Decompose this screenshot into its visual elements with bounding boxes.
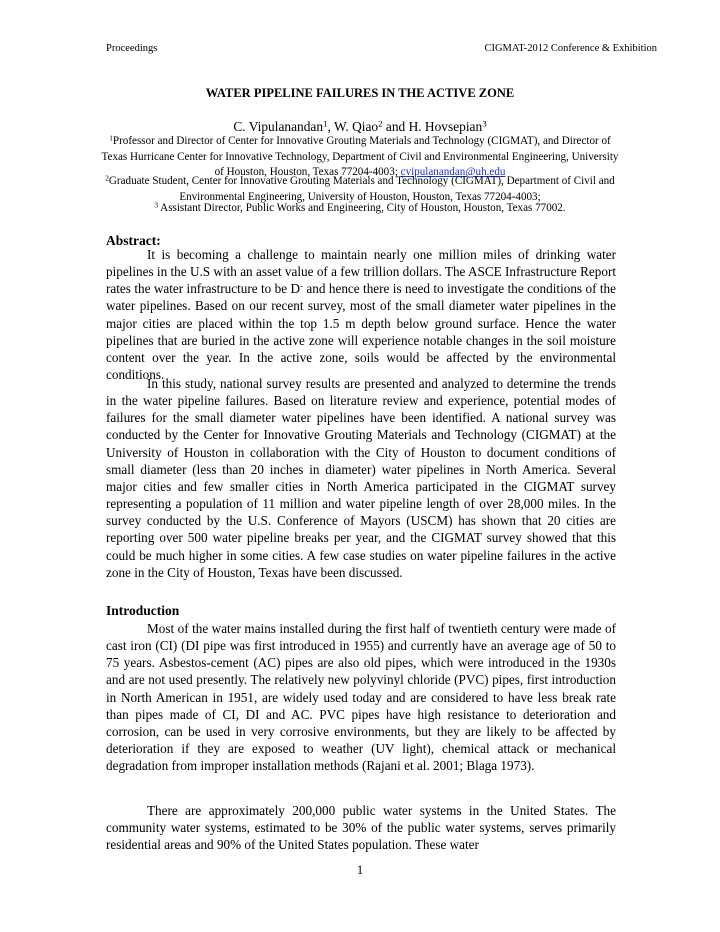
abstract-paragraph-2: In this study, national survey results are presented and analyzed to determine the trends in the water pipeline failures. Based on literature review and experience, potential modes of failures for the small diameter water pipelines have been identified. A national survey was conducted by the Center for Innovative Grouting Materials and Technology (CIGMAT) at the University of Houston in collaboration with the City of Houston to document conditions of small diameter (less than 20 inches in diameter) water pipelines in North America. Several major cities and few smaller cities in North America participated in the CIGMAT survey representing a population of 11 million and water pipeline length of over 28,000 miles. In the survey conducted by the U.S. Conference of Mayors (USCM) has shown that 20 cities are reporting over 500 water pipeline breaks per year, and the CIGMAT survey showed that this could be much higher in some cities. A few case studies on water pipeline failures in the active zone in the City of Houston, Texas have been discussed.: [106, 376, 616, 580]
author-3: H. Hovsepian: [408, 119, 483, 134]
author-2: W. Qiao: [333, 119, 379, 134]
affiliation-1-text: Professor and Director of Center for Innovative Grouting Materials and Technology (CIGMAT), and Director of Texas Hurricane Center for Innovative Technology, Department of Civil and Environmental Engineering, University of Houston, Houston, Texas 77204-4003;: [101, 135, 619, 179]
author-1: C. Vipulanandan: [233, 119, 324, 134]
abstract-p1-text-cont: and hence there is need to investigate the conditions of the water pipelines. Based on our recent survey, most of the small diameter water pipelines in the major cities are placed within the top 1.5 m depth below ground surface. Hence the water pipelines that are buried in the active zone will experience notable changes in the soil moisture content over the year. In the active zone, soils would be affected by the environmental conditions.: [106, 281, 616, 383]
affiliation-3: [100, 201, 620, 217]
author-3-marker: 3: [482, 118, 487, 129]
affiliation-2-text: Graduate Student, Center for Innovative Grouting Materials and Technology (CIGMAT), Department of Civil and Environmental Engineering, University of Houston, Houston, Texas 77204-4003;: [108, 175, 615, 203]
affiliation-1-marker: 1: [109, 133, 113, 143]
page-number: 1: [356, 862, 364, 877]
abstract-p1-text: It is becoming a challenge to maintain nearly one million miles of drinking water pipelines in the U.S with an asset value of a few trillion dollars. The ASCE Infrastructure Report rates the water infrastructure to be D: [106, 247, 616, 297]
running-header-right: CIGMAT-2012 Conference & Exhibition: [484, 43, 657, 54]
author-separator: and: [382, 119, 409, 134]
abstract-heading: Abstract:: [106, 233, 161, 248]
author-2-marker: 2: [378, 118, 383, 129]
author-email-link[interactable]: cvipulanandan@uh.edu: [400, 166, 506, 179]
introduction-paragraph-1: Most of the water mains installed during the first half of twentieth century were made of cast iron (CI) (DI pipe was first introduced in 1955) and currently have an average age of 50 to 75 years. Asbestos-cement (AC) pipes are also old pipes, which were introduced in the 1930s and are not used presently. The relatively new polyvinyl chloride (PVC) pipes, first introduction in North American in 1951, are widely used today and are considered to have less break rate than pipes made of CI, DI and AC. PVC pipes have high resistance to deterioration and corrosion, can be used in very corrosive environments, but they are likely to be affected by deterioration if they are exposed to weather (UV light), chemical attack or mechanical degradation from improper installation methods (Rajani et al. 2001; Blaga 1973).: [106, 621, 616, 774]
introduction-heading: Introduction: [106, 603, 180, 618]
affiliation-2-marker: 2: [105, 173, 109, 183]
author-line: [0, 119, 720, 135]
grade-minus-sign: -: [300, 280, 303, 291]
abstract-paragraph-1: [106, 246, 616, 383]
running-header-left: Proceedings: [106, 43, 158, 54]
introduction-paragraph-2: There are approximately 200,000 public water systems in the United States. The community water systems, estimated to be 30% of the public water systems, serves primarily residential areas and 90% of the United States population. These water: [106, 803, 616, 853]
paper-title: WATER PIPELINE FAILURES IN THE ACTIVE ZONE: [205, 86, 515, 100]
author-1-marker: 1: [323, 118, 328, 129]
affiliation-3-text: Assistant Director, Public Works and Engineering, City of Houston, Houston, Texas 77002.: [158, 202, 566, 214]
affiliation-3-marker: 3: [154, 200, 159, 210]
author-separator: ,: [327, 119, 334, 134]
